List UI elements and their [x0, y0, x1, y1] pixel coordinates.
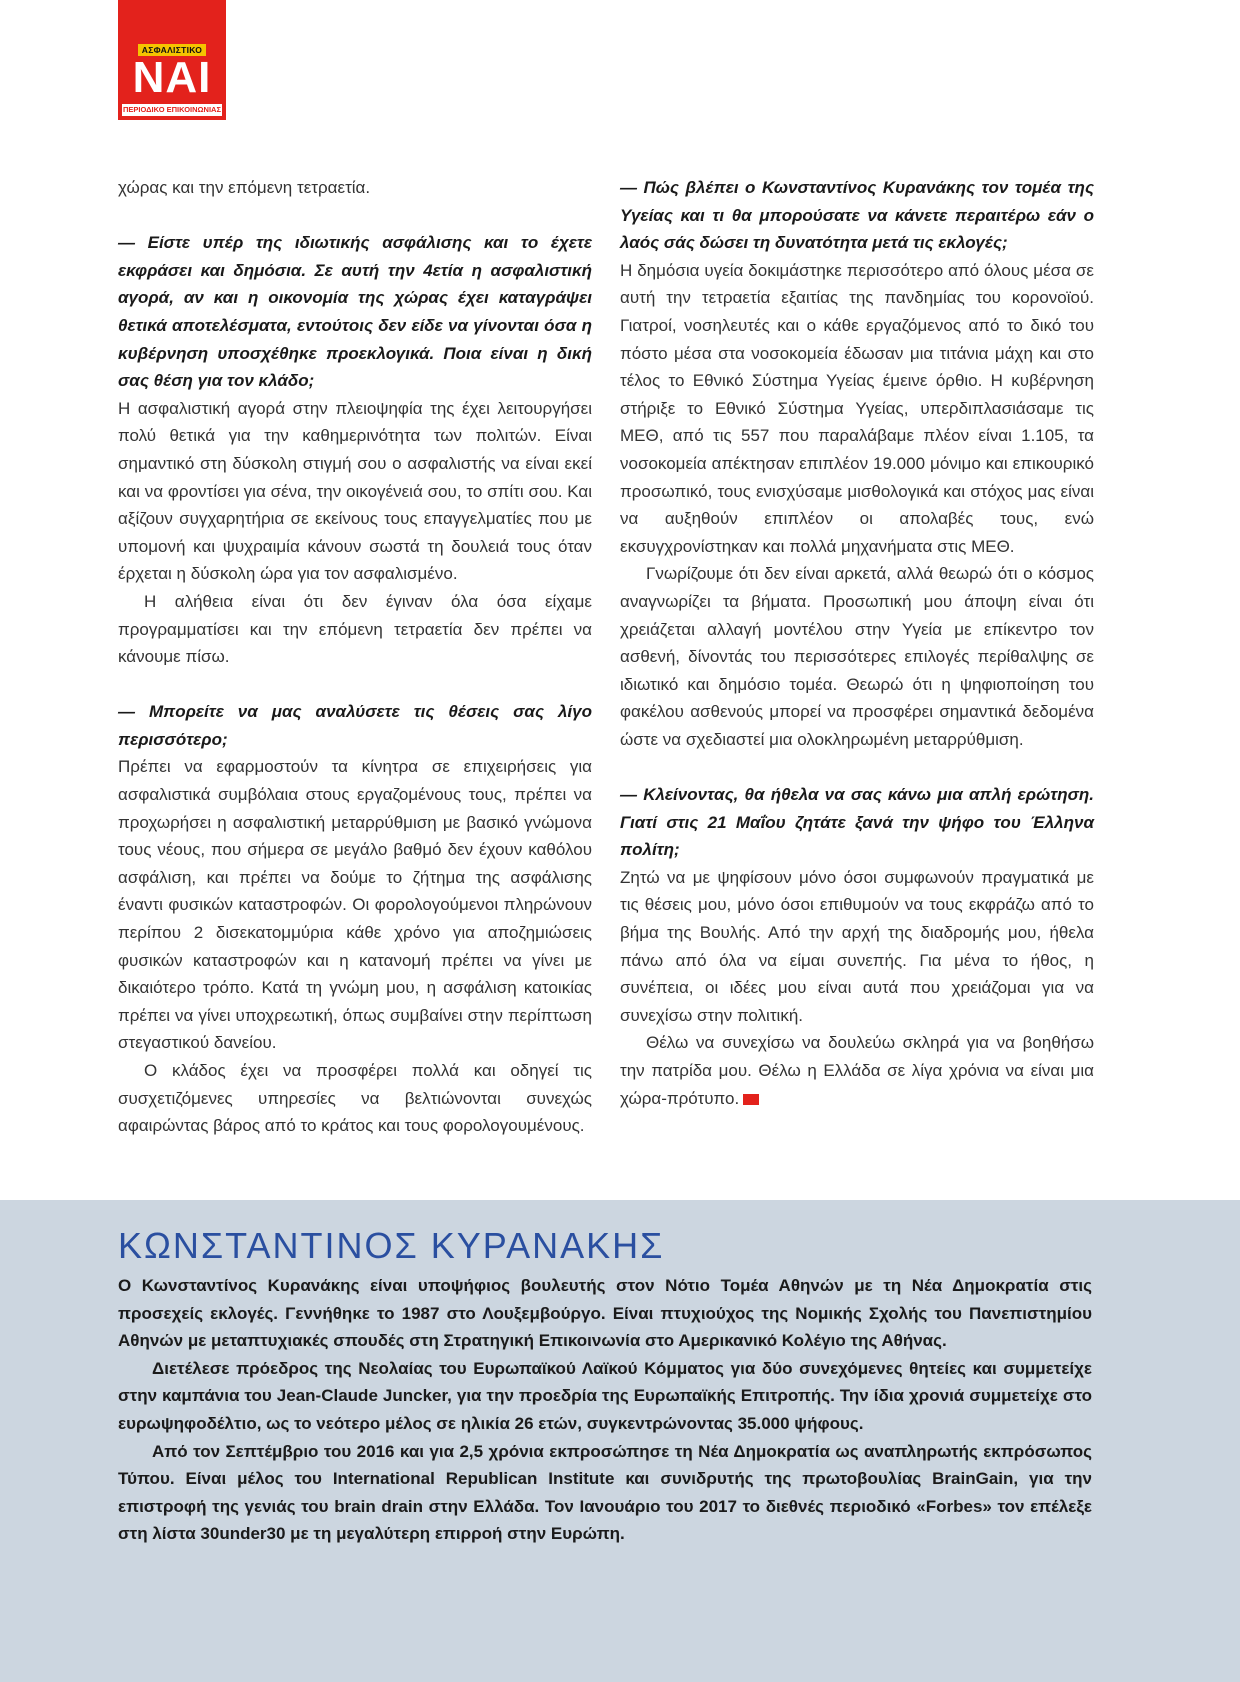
bio-paragraph: Από τον Σεπτέμβριο του 2016 και για 2,5 χρόνια εκπροσώπησε τη Νέα Δημοκρατία ως αναπληρωτής εκπρόσωπος Τύπου. Είναι μέλος του International Republican Institute και συνιδρυτής της πρωτοβουλίας BrainGain, για την επιστροφή της γενιάς του brain drain στην Ελλάδα. Τον Ιανουάριο του 2017 το διεθνές περιοδικό «Forbes» τον επέλεξε στη λίστα 30under30 με τη μεγαλύτερη επιρροή στην Ευρώπη.	[118, 1441, 1092, 1544]
bio-paragraph: Ο Κωνσταντίνος Κυρανάκης είναι υποψήφιος βουλευτής στον Νότιο Τομέα Αθηνών με τη Νέα Δημοκρατία στις προσεχείς εκλογές. Γεννήθηκε το 1987 στο Λουξεμβούργο. Είναι πτυχιούχος της Νομικής Σχολής του Πανεπιστημίου Αθηνών με μεταπτυχιακές σπουδές στη Στρατηγική Επικοινωνία στο Αμερικανικό Κολέγιο της Αθήνας.	[118, 1276, 1092, 1351]
bio-paragraph: Διετέλεσε πρόεδρος της Νεολαίας του Ευρωπαϊκού Λαϊκού Κόμματος για δύο συνεχόμενες θητείες και συμμετείχε στην καμπάνια του Jean-Claude Juncker, για την προεδρία της Ευρωπαϊκής Επιτροπής. Την ίδια χρονιά συμμετείχε στο ευρωψηφοδέλτιο, ως το νεότερο μέλος σε ηλικία 26 ετών, συγκεντρώνοντας 35.000 ψήφους.	[118, 1358, 1092, 1433]
bio-text	[118, 1272, 1092, 1548]
magazine-logo	[118, 0, 226, 120]
right-column	[620, 174, 1094, 1112]
answer-paragraph: Η αλήθεια είναι ότι δεν έγιναν όλα όσα είχαμε προγραμματίσει και την επόμενη τετραετία δεν πρέπει να κάνουμε πίσω.	[118, 591, 592, 667]
answer-paragraph: Γνωρίζουμε ότι δεν είναι αρκετά, αλλά θεωρώ ότι ο κόσμος αναγνωρίζει τα βήματα. Προσωπική μου άποψη είναι ότι χρειάζεται αλλαγή μοντέλου στην Υγεία με επίκεντρο τον ασθενή, δίνοντάς του περισσότερες επιλογές περίθαλψης σε ιδιωτικό και δημόσιο τομέα. Θεωρώ ότι η ψηφιοποίηση του φακέλου ασθενούς μπορεί να προσφέρει σημαντικά δεδομένα ώστε να σχεδιαστεί μια ολοκληρωμένη μεταρρύθμιση.	[620, 564, 1094, 749]
closing-text: Θέλω να συνεχίσω να δουλεύω σκληρά για να βοηθήσω την πατρίδα μου. Θέλω η Ελλάδα σε λίγα χρόνια να είναι μια χώρα-πρότυπο.	[620, 1033, 1094, 1108]
answer-paragraph: Η δημόσια υγεία δοκιμάστηκε περισσότερο από όλους μέσα σε αυτή την τετραετία εξαιτίας της πανδημίας του κορονοϊού. Γιατροί, νοσηλευτές και ο κάθε εργαζόμενος από το δικό του πόστο μέσα στα νοσοκομεία έδωσαν μια τιτάνια μάχη και στο τέλος το Εθνικό Σύστημα Υγείας έμεινε όρθιο. Η κυβέρνηση στήριξε το Εθνικό Σύστημα Υγείας, υπερδιπλασιάσαμε τις ΜΕΘ, από τις 557 που παραλάβαμε πλέον είναι 1.105, τα νοσοκομεία απέκτησαν επιπλέον 19.000 μόνιμο και επικουρικό προσωπικό, τους ενισχύσαμε μισθολογικά και στόχος μας είναι να αυξηθούν επιπλέον οι απολαβές τους, ενώ εκσυγχρονίστηκαν και πολλά μηχανήματα στις ΜΕΘ.	[620, 260, 1094, 556]
answer-paragraph: Ο κλάδος έχει να προσφέρει πολλά και οδηγεί τις συσχετιζόμενες υπηρεσίες να βελτιώνονται συνεχώς αφαιρώντας βάρος από το κράτος και τους φορολογουμένους.	[118, 1061, 592, 1136]
logo-name: ΝΑΙ	[132, 53, 212, 102]
answer-paragraph	[620, 1029, 1094, 1112]
logo-subtitle: ΠΕΡΙΟΔΙΚΟ ΕΠΙΚΟΙΝΩΝΙΑΣ	[123, 105, 221, 114]
answer-paragraph: Ζητώ να με ψηφίσουν μόνο όσοι συμφωνούν πραγματικά με τις θέσεις μου, μόνο όσοι επιθυμούν να τους εκφράζω από το βήμα της Βουλής. Από την αρχή της διαδρομής μου, ήθελα πάνω από όλα να είμαι συνεπής. Για μένα το ήθος, η συνέπεια, οι ιδέες μου είναι αυτά που χρειάζομαι για να συνεχίσω στην πολιτική.	[620, 867, 1094, 1025]
question: — Κλείνοντας, θα ήθελα να σας κάνω μια απλή ερώτηση. Γιατί στις 21 Μαΐου ζητάτε ξανά την ψήφο του Έλληνα πολίτη;	[620, 785, 1094, 860]
bio-title: ΚΩΝΣΤΑΝΤΙΝΟΣ ΚΥΡΑΝΑΚΗΣ	[118, 1225, 665, 1266]
question: — Πώς βλέπει ο Κωνσταντίνος Κυρανάκης τον τομέα της Υγείας και τι θα μπορούσατε να κάνετε περαιτέρω εάν ο λαός σάς δώσει τη δυνατότητα μετά τις εκλογές;	[620, 178, 1094, 253]
answer-paragraph: Η ασφαλιστική αγορά στην πλειοψηφία της έχει λειτουργήσει πολύ θετικά για την καθημερινότητα των πολιτών. Είναι σημαντικό στη δύσκολη στιγμή σου ο ασφαλιστής να είναι εκεί και να φροντίσει για σένα, την οικογένειά σου, το σπίτι σου. Και αξίζουν συγχαρητήρια σε εκείνους τους επαγγελματίες που με υπομονή και ψυχραιμία κάνουν σωστά τη δουλειά τους όταν έρχεται η δύσκολη ώρα για τον ασφαλισμένο.	[118, 398, 592, 584]
logo-tag: ΑΣΦΑΛΙΣΤΙΚΟ	[138, 44, 206, 56]
question: — Μπορείτε να μας αναλύσετε τις θέσεις σας λίγο περισσότερο;	[118, 702, 592, 749]
left-column	[118, 174, 592, 1140]
end-mark-icon: ΝΑΙ	[743, 1094, 759, 1105]
paragraph: χώρας και την επόμενη τετραετία.	[118, 178, 371, 197]
question: — Είστε υπέρ της ιδιωτικής ασφάλισης και το έχετε εκφράσει και δημόσια. Σε αυτή την 4ετία η ασφαλιστική αγορά, αν και η οικονομία της χώρας έχει καταγράψει θετικά αποτελέσματα, εντούτοις δεν είδε να γίνονται όσα η κυβέρνηση υποσχέθηκε προεκλογικά. Ποια είναι η δική σας θέση για τον κλάδο;	[118, 233, 592, 391]
bio-box	[0, 1200, 1240, 1682]
answer-paragraph: Πρέπει να εφαρμοστούν τα κίνητρα σε επιχειρήσεις για ασφαλιστικά συμβόλαια στους εργαζομένους τους, πρέπει να προχωρήσει η ασφαλιστική μεταρρύθμιση με βασικό γνώμονα τους νέους, που σήμερα σε μεγάλο βαθμό δεν έχουν καθόλου ασφάλιση, και πρέπει να δούμε το ζήτημα της ασφάλισης έναντι φυσικών καταστροφών. Οι φορολογούμενοι πληρώνουν περίπου 2 δισεκατομμύρια κάθε χρόνο για αποζημιώσεις φυσικών καταστροφών και η κατανομή πρέπει να γίνει με δικαιότερο τρόπο. Κατά τη γνώμη μου, η ασφάλιση κατοικίας πρέπει να γίνει υποχρεωτική, όπως συμβαίνει στην περίπτωση στεγαστικού δανείου.	[118, 757, 592, 1053]
